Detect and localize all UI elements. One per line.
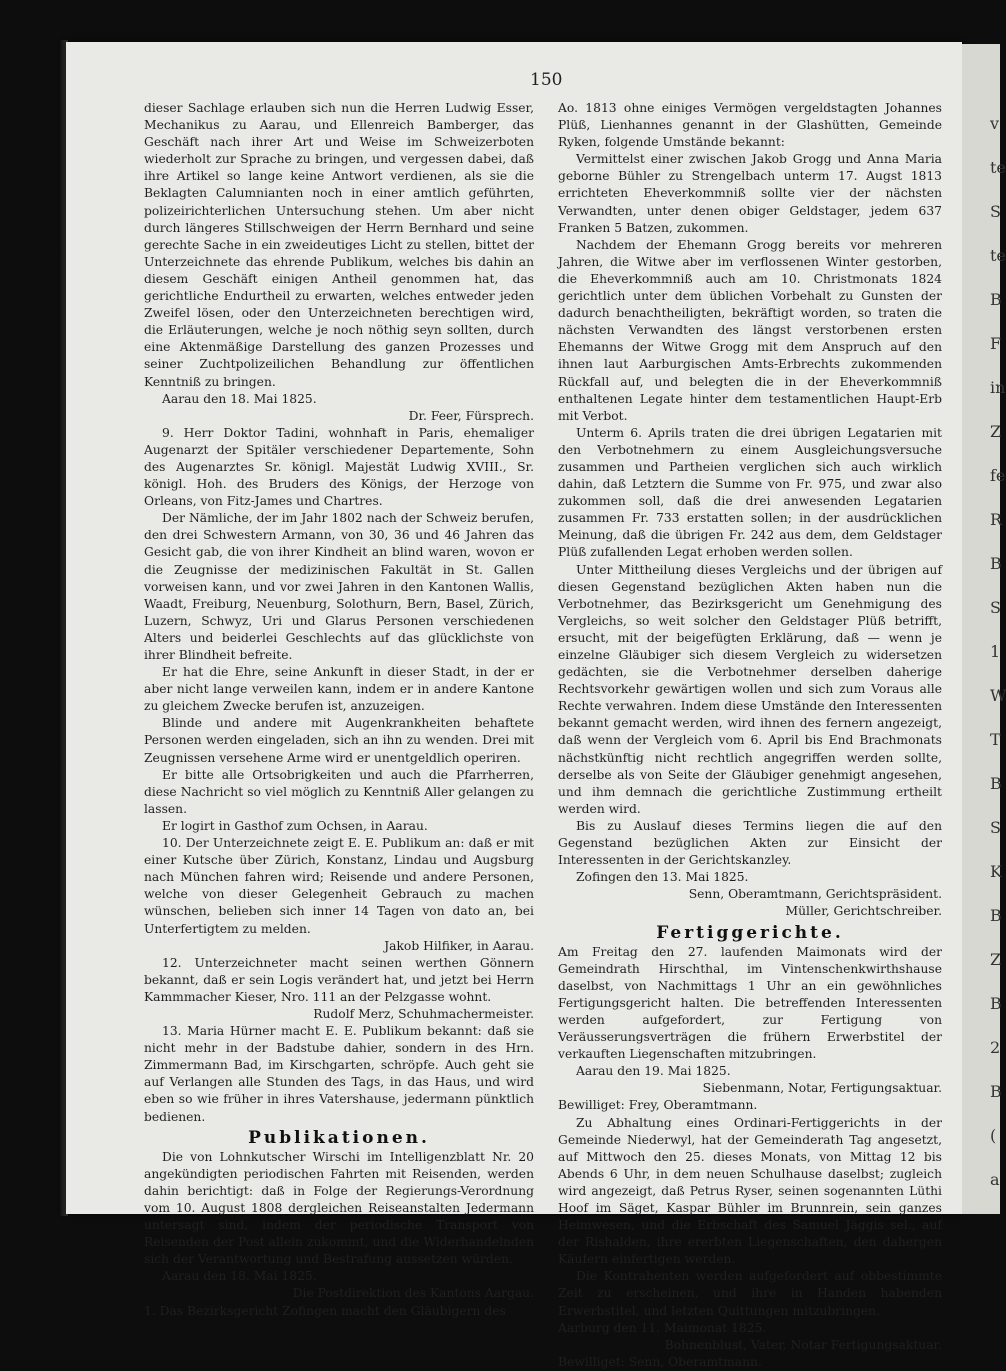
paragraph: Zofingen den 13. Mai 1825.	[576, 870, 749, 885]
right-column-body	[558, 100, 942, 921]
paragraph: 9. Herr Doktor Tadini, wohnhaft in Paris, ehemaliger Augenarzt der Spitäler verschiedener Departemente, Sohn des Augenarztes Sr. königl. Majestät Ludwig XVIII., Sr. königl. Hoh. des Bruders des Königs, der Herzoge von Orleans, von Fitz-James und Chartres.	[144, 425, 534, 509]
right-column-fertiggerichte	[558, 944, 942, 1371]
adjacent-page-fragment: T	[990, 730, 1001, 749]
adjacent-page-fragment: fe	[990, 466, 1006, 485]
adjacent-page-fragment: 1	[990, 642, 1001, 661]
paragraph: 12. Unterzeichneter macht seinen werthen Gönnern bekannt, daß er sein Logis verändert hat, und jetzt bei Herrn Kammmacher Kieser, Nro. 111 an der Pelzgasse wohnt.	[144, 955, 534, 1004]
left-column-publications	[144, 1149, 534, 1320]
adjacent-page-fragment: (	[990, 1126, 997, 1145]
paragraph: Bohnenblust, Vater, Notar Fertigungsaktuar.	[664, 1337, 942, 1352]
adjacent-page-fragment: B	[990, 994, 1002, 1013]
adjacent-page-fragment: K	[990, 862, 1002, 881]
paragraph: Ao. 1813 ohne einiges Vermögen vergeldstagten Johannes Plüß, Lienhannes genannt in der Glashütten, Gemeinde Ryken, folgende Umstände bekannt:	[558, 101, 942, 150]
paragraph: Die Postdirektion des Kantons Aargau.	[292, 1286, 534, 1301]
paragraph: Dr. Feer, Fürsprech.	[408, 408, 534, 423]
paragraph: 10. Der Unterzeichnete zeigt E. E. Publikum an: daß er mit einer Kutsche über Zürich, Konstanz, Lindau und Augsburg nach München fahren wird; Reisende und andere Personen, welche von dieser Gelegenheit Gebrauch zu machen wünschen, belieben sich inner 14 Tagen von dato an, bei Unterfertigtem zu melden.	[144, 836, 534, 936]
paragraph: Bis zu Auslauf dieses Termins liegen die auf den Gegenstand bezüglichen Akten zur Einsicht der Interessenten in der Gerichtskanzley.	[558, 818, 942, 868]
adjacent-page-fragment: in	[990, 378, 1006, 397]
adjacent-page-fragment: S	[990, 818, 1001, 837]
paragraph: Die Kontrahenten werden aufgefordert auf obbestimmte Zeit zu erscheinen, und ihre in Handen habenden Erwerbstitel, und letzten Quittungen mitzubringen.	[558, 1269, 942, 1318]
adjacent-page-fragment: B	[990, 906, 1002, 925]
paragraph: Unter Mittheilung dieses Vergleichs und der übrigen auf diesen Gegenstand bezüglichen Akten haben nun die Verbotnehmer, das Bezirksgericht um Genehmigung des Vergleichs, so weit solcher den Geldstager Plüß betrifft, ersucht, mit der beigefügten Erklärung, daß — wenn je einzelne Gläubiger sich diesem Vergleich zu widersetzen gedächten, sie die Verbotnehmer derselben daherige Rechtsvorkehr gewärtigen wollen und sich zum Voraus alle Rechte verwahren. Indem diese Umstände den Interessenten bekannt gemacht werden, wird ihnen des fernern angezeigt, daß wenn der Vergleich vom 6. April bis End Brachmonats nächstkünftig nicht rechtlich angegriffen werden sollte, derselbe als von Seite der Gläubiger genehmigt angesehen, und ihm demnach die gerichtliche Zustimmung ertheilt werden wird.	[558, 562, 942, 816]
paragraph: Bewilliget: Frey, Oberamtmann.	[558, 1098, 758, 1113]
paragraph: Aarau den 18. Mai 1825.	[162, 1269, 317, 1284]
adjacent-page-fragment: Z	[990, 422, 1002, 441]
paragraph: Jakob Hilfiker, in Aarau.	[384, 938, 534, 953]
section-heading-publikationen: Publikationen.	[248, 1127, 430, 1148]
paragraph: 1. Das Bezirksgericht Zofingen macht den Gläubigern des	[144, 1303, 506, 1318]
adjacent-page-fragment: te	[990, 158, 1006, 177]
page-number: 150	[530, 70, 563, 90]
adjacent-page-fragment: S	[990, 202, 1001, 221]
paragraph: Rudolf Merz, Schuhmachermeister.	[313, 1006, 534, 1021]
paragraph: dieser Sachlage erlauben sich nun die Herren Ludwig Esser, Mechanikus zu Aarau, und Ellenreich Bamberger, das Geschäft nach ihrer Art und Weise im Schweizerboten wiederholt zur Sprache zu bringen, und vergessen dabei, daß ihre Artikel so lange keine Antwort verdienen, als sie die Beklagten Calumnianten noch in einer amtlich geführten, polizeirichterlichen Untersuchung stehen. Um aber nicht durch längeres Stillschweigen der Herrn Bernhard und seine gerechte Sache in ein zweideutiges Licht zu stellen, bittet der Unterzeichnete das ehrende Publikum, welches bis dahin an diesem Geschäft einigen Antheil genommen hat, das gerichtliche Endurtheil zu erwarten, welches entweder jeden Zweifel lösen, oder den Unterzeichneten berechtigen wird, die Erläuterungen, welche je noch nöthig seyn sollten, durch eine Aktenmäßige Darstellung des ganzen Prozesses und seiner Zuchtpolizeilichen Behandlung zur öffentlichen Kenntniß zu bringen.	[144, 101, 534, 389]
adjacent-page-fragment: B	[990, 1082, 1002, 1101]
left-column	[144, 100, 534, 1320]
paragraph: Blinde und andere mit Augenkrankheiten behaftete Personen werden eingeladen, sich an ihn zu wenden. Drei mit Zeugnissen versehene Arme wird er unentgeldlich operiren.	[144, 716, 534, 765]
adjacent-page-fragment: 2	[990, 1038, 1001, 1057]
paragraph: 13. Maria Hürner macht E. E. Publikum bekannt: daß sie nicht mehr in der Badstube dahier, sondern in des Hrn. Zimmermann Bad, im Kirschgarten, schröpfe. Auch geht sie auf Verlangen alle Stunden des Tags, in das Haus, und wird eben so wie früher in ihres Vatershause, jedermann pünktlich bedienen.	[144, 1024, 534, 1124]
paragraph: Unterm 6. Aprils traten die drei übrigen Legatarien mit den Verbotnehmern zu einem Ausgleichungsversuche zusammen und Partheien verglichen sich auch wirklich dahin, daß Letztern die Summe von Fr. 975, und zwar also zukommen soll, daß die drei anwesenden Legatarien zusammen Fr. 733 erstatten sollen; in der ausdrücklichen Meinung, daß die übrigen Fr. 242 aus dem, dem Geldstager Plüß zufallenden Legat erhoben werden sollen.	[558, 425, 942, 560]
paragraph: Bewilliget: Senn, Oberamtmann.	[558, 1354, 762, 1369]
paragraph: Der Nämliche, der im Jahr 1802 nach der Schweiz berufen, den drei Schwestern Armann, von 30, 36 und 46 Jahren das Gesicht gab, die von ihrer Kindheit an blind waren, wovon er die Zeugnisse der medizinischen Fakultät in St. Gallen vorweisen kann, und vor zwei Jahren in den Kantonen Wallis, Waadt, Freiburg, Neuenburg, Solothurn, Bern, Basel, Zürich, Luzern, Schwyz, Uri und Glarus Personen verschiedenen Alters und beiderlei Geschlechts auf das glücklichste von ihrer Blindheit befreite.	[144, 511, 534, 662]
paragraph: Müller, Gerichtschreiber.	[785, 904, 942, 919]
paragraph: Die von Lohnkutscher Wirschi im Intelligenzblatt Nr. 20 angekündigten periodischen Fahrten mit Reisenden, werden dahin berichtigt: daß in Folge der Regierungs-Verordnung vom 10. August 1808 dergleichen Reiseanstalten Jedermann untersagt sind, indem der periodische Transport von Reisenden der Post allein zukommt, und die Widerhandelnden sich der Verantwortung und Bestrafung aussetzen würden.	[144, 1149, 534, 1267]
adjacent-page-edge	[962, 44, 1006, 1214]
adjacent-page-fragment: a	[990, 1170, 1000, 1189]
adjacent-page-fragment: W	[990, 686, 1006, 705]
paragraph: Zu Abhaltung eines Ordinari-Fertiggerichts in der Gemeinde Niederwyl, hat der Gemeinderath Tag angesetzt, auf Mittwoch den 25. dieses Monats, von Mittag 12 bis Abends 6 Uhr, in dem neuen Schulhause daselbst; zugleich wird angezeigt, daß Petrus Ryser, seinen sogenannten Lüthi Hoof im Säget, Kaspar Bühler im Brunnrein, sein ganzes Heimwesen, und die Erbschaft des Samuel Jäggis sel., auf der Rishalden, ihre ererbten Liegenschaften, den dahergen Käufern einfertigen werden.	[558, 1115, 942, 1267]
paragraph: Siebenmann, Notar, Fertigungsaktuar.	[702, 1081, 942, 1096]
paragraph: Er bitte alle Ortsobrigkeiten und auch die Pfarrherren, diese Nachricht so viel möglich zu Kenntniß Aller gelangen zu lassen.	[144, 767, 534, 816]
adjacent-page-fragment: F	[990, 334, 1002, 353]
adjacent-page-fragment: B	[990, 554, 1002, 573]
paragraph: Aarau den 19. Mai 1825.	[576, 1064, 731, 1079]
paragraph: Senn, Oberamtmann, Gerichtspräsident.	[688, 887, 942, 902]
paragraph: Aarau den 18. Mai 1825.	[162, 391, 317, 406]
paragraph: Vermittelst einer zwischen Jakob Grogg und Anna Maria geborne Bühler zu Strengelbach unterm 17. Augst 1813 errichteten Eheverkommniß sollte vier der nächsten Verwandten, unter denen obiger Geldstager, jedem 637 Franken 5 Batzen, zukommen.	[558, 152, 942, 235]
paragraph: Aarburg den 11. Maimonat 1825.	[558, 1320, 767, 1335]
paragraph: Nachdem der Ehemann Grogg bereits vor mehreren Jahren, die Witwe aber im verflossenen Winter gestorben, die Eheverkommniß auch am 10. Christmonats 1824 gerichtlich unter dem üblichen Vorbehalt zu Gunsten der dadurch benachtheiligten, bekräftigt worden, so traten die nächsten Verwandten des längst verstorbenen ersten Ehemanns der Witwe Grogg mit dem Anspruch auf den ihnen laut Aarburgischen Amts-Erbrechts zukommenden Rückfall auf, und belegten die in der Eheverkommniß enthaltenen Legate hinter dem testamentlichen Haupt-Erb mit Verbot.	[558, 237, 942, 423]
paragraph: Am Freitag den 27. laufenden Maimonats wird der Gemeindrath Hirschthal, im Vintenschenkwirthshause daselbst, von Nachmittags 1 Uhr an ein gewöhnliches Fertigungsgericht halten. Die betreffenden Interessenten werden aufgefordert, zur Fertigung von Veräusserungsverträgen die frühern Erwerbstitel der verkauften Liegenschaften mitzubringen.	[558, 944, 942, 1062]
adjacent-page-fragment: Z	[990, 950, 1002, 969]
paragraph: Er logirt in Gasthof zum Ochsen, in Aarau.	[162, 818, 428, 833]
section-heading-fertiggerichte: Fertiggerichte.	[656, 922, 844, 943]
adjacent-page-fragment: B	[990, 774, 1002, 793]
adjacent-page-fragment: te	[990, 246, 1006, 265]
adjacent-page-fragment: S	[990, 598, 1001, 617]
left-column-body	[144, 100, 534, 1126]
right-column	[558, 100, 942, 1371]
adjacent-page-fragment: R	[990, 510, 1003, 529]
paragraph: Er hat die Ehre, seine Ankunft in dieser Stadt, in der er aber nicht lange verweilen kann, indem er in andere Kantone zu gleichem Zwecke berufen ist, anzuzeigen.	[144, 665, 534, 714]
adjacent-page-fragment: B	[990, 290, 1002, 309]
adjacent-page-fragment: v	[990, 114, 1000, 133]
